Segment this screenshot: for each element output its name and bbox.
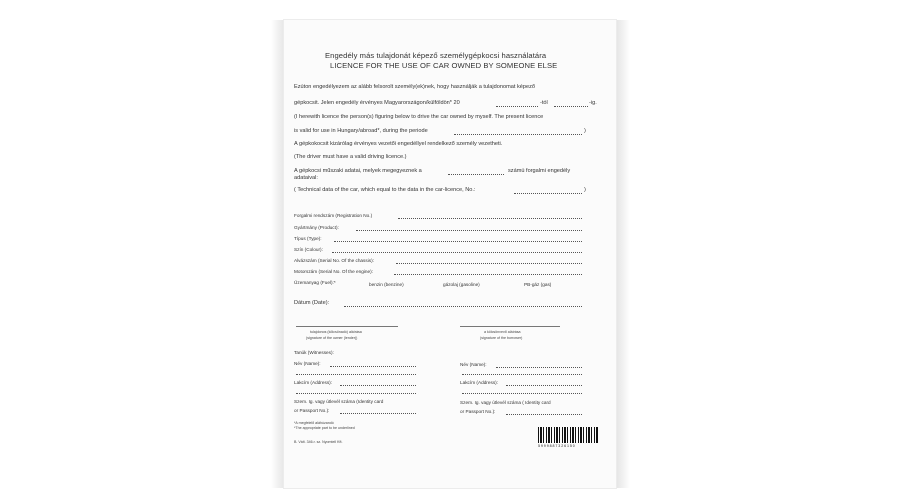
- owner-signature-line[interactable]: [296, 326, 398, 327]
- title-english: LICENCE FOR THE USE OF CAR OWNED BY SOMEONE ELSE: [330, 61, 558, 70]
- field-engine-label: Motorszám (Serial No. Of the engine):: [294, 269, 373, 274]
- driver-requirement-en: (The driver must have a valid driving licence.): [294, 154, 407, 160]
- technical-data-en-close: ): [584, 187, 586, 193]
- barcode-number: 5999887326150: [538, 444, 576, 448]
- field-type-input[interactable]: [334, 241, 582, 242]
- borrower-signature-label-en: (signature of the borrower): [480, 336, 523, 340]
- fuel-option-gasoline[interactable]: gázolaj (gasoline): [443, 282, 480, 287]
- date-label: Dátum (Date):: [294, 300, 330, 306]
- witness2-name-label: Név (Name):: [460, 362, 487, 367]
- witness1-name-input[interactable]: [330, 366, 416, 367]
- validity-from-field[interactable]: [496, 106, 538, 107]
- field-registration-label: Forgalmi rendszám (Registration No.): [294, 213, 373, 218]
- car-licence-number-field-hu[interactable]: [448, 174, 504, 175]
- fuel-option-benzine[interactable]: benzin (benzine): [369, 282, 404, 287]
- owner-signature-label-hu: tulajdonos (kölcsönadó) aláírása: [310, 330, 362, 334]
- witness2-name-input-2[interactable]: [462, 374, 582, 375]
- date-input[interactable]: [344, 306, 582, 307]
- witness2-id-label-1: Szem. Ig. vagy útlevél száma ( Identity card: [460, 400, 551, 405]
- title-hungarian: Engedély más tulajdonát képező személygépkocsi használatára: [325, 51, 547, 60]
- field-product-label: Gyártmány (Product):: [294, 225, 339, 230]
- intro-english-line-2: is valid for use in Hungary/abroad*, during the periode: [294, 128, 428, 134]
- witness1-address-input[interactable]: [340, 385, 416, 386]
- page-shadow-right: [616, 20, 630, 488]
- borrower-signature-line[interactable]: [460, 326, 560, 327]
- intro-line-1: Ezúton engedélyezem az alább felsorolt személy(ek)nek, hogy használják a tulajdonomat képező: [294, 84, 535, 90]
- field-colour-label: Szín (Colour):: [294, 247, 323, 252]
- field-product-input[interactable]: [356, 230, 582, 231]
- technical-data-hu: A gépkocsi műszaki adatai, melyek megegyeznek a: [294, 168, 422, 174]
- footnote-en: *The appropriate part to be underlined: [294, 426, 355, 430]
- fuel-label: Üzemanyag (Fuel):*: [294, 280, 336, 285]
- field-type-label: Típus (Type):: [294, 236, 322, 241]
- driver-requirement-hu: A gépkokocsit kizárólag érvényes vezetői engedéllyel rendelkező személy vezetheti.: [294, 141, 503, 147]
- borrower-signature-label-hu: a kölcsönvevő aláírása: [484, 330, 521, 334]
- witness2-address-input-2[interactable]: [462, 393, 582, 394]
- field-chassis-label: Alvázszám (Serial No. Of the chassis):: [294, 258, 374, 263]
- witness1-id-label-1: Szem. Ig. vagy útlevél száma (Identity card: [294, 399, 384, 404]
- intro-english-close: ): [584, 128, 586, 134]
- witness2-name-input[interactable]: [496, 367, 582, 368]
- witness1-address-input-2[interactable]: [296, 393, 416, 394]
- witness2-address-label: Lakcím (Address):: [460, 380, 499, 385]
- witness1-name-input-2[interactable]: [296, 374, 416, 375]
- barcode-image: [538, 427, 598, 443]
- footnote-hu: *A megfelelő aláhúzandó: [294, 421, 334, 425]
- owner-signature-label-en: (signature of the owner (lender)): [306, 336, 358, 340]
- witness2-id-input[interactable]: [506, 414, 582, 415]
- technical-data-hu-end: számú forgalmi engedély: [508, 168, 571, 174]
- field-chassis-input[interactable]: [396, 263, 582, 264]
- witness1-id-label-2: or Passport No.):: [294, 408, 330, 413]
- licence-form-page: [284, 20, 616, 488]
- witnesses-heading: Tanúk (Witnesses):: [294, 350, 334, 355]
- validity-to-field[interactable]: [554, 106, 588, 107]
- fuel-option-gas[interactable]: PB-gáz (gas): [524, 282, 552, 287]
- intro-line-2: gépkocsit. Jelen engedély érvényes Magyarországon/külföldön* 20: [294, 100, 460, 106]
- technical-data-hu-line2: adataival:: [294, 175, 318, 181]
- witness1-name-label: Név (Name):: [294, 361, 321, 366]
- intro-from-suffix: -tól: [540, 100, 548, 106]
- validity-period-field[interactable]: [454, 134, 582, 135]
- witness2-id-label-2: or Passport No.):: [460, 409, 496, 414]
- intro-to-suffix: -ig.: [589, 100, 597, 106]
- technical-data-en: ( Technical data of the car, which equal to the data in the car-licence, No.:: [294, 187, 476, 193]
- field-engine-input[interactable]: [394, 274, 582, 275]
- witness1-id-input[interactable]: [340, 413, 416, 414]
- intro-english-line-1: (I herewith licence the person(s) figuring below to drive the car owned by myself. The present licence: [294, 114, 544, 120]
- page-shadow-left: [271, 20, 285, 488]
- field-colour-input[interactable]: [332, 252, 582, 253]
- car-licence-number-field-en[interactable]: [514, 193, 582, 194]
- print-code: B. Vált. 346.r. sz. Nyomtell Kft.: [294, 440, 343, 444]
- field-registration-input[interactable]: [398, 218, 582, 219]
- witness2-address-input[interactable]: [506, 385, 582, 386]
- witness1-address-label: Lakcím (Address):: [294, 380, 333, 385]
